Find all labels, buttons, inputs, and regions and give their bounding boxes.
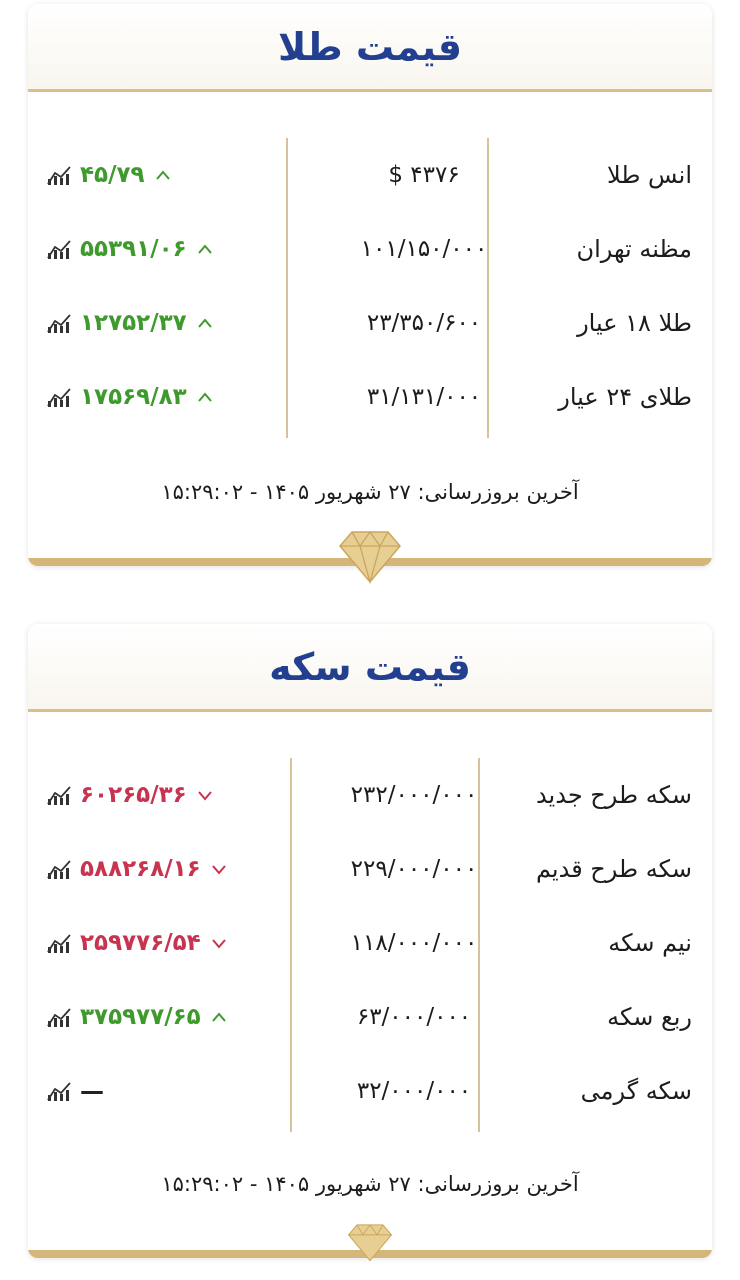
bar-chart-icon[interactable]: [46, 1006, 72, 1028]
item-price: ۲۲۹/۰۰۰/۰۰۰: [350, 856, 478, 882]
item-name: انس طلا: [607, 161, 692, 189]
item-price: ۳۱/۱۳۱/۰۰۰: [366, 384, 482, 410]
table-row[interactable]: [28, 980, 712, 1054]
coin-price-card: [28, 624, 712, 1258]
table-row[interactable]: [28, 212, 712, 286]
item-price: ۲۳۲/۰۰۰/۰۰۰: [350, 782, 478, 808]
item-name: سکه گرمی: [580, 1077, 692, 1105]
table-row[interactable]: [28, 1054, 712, 1128]
chevron-up-icon: [197, 243, 213, 255]
last-updated-text: آخرین بروزرسانی: ۲۷ شهریور ۱۴۰۵ - ۱۵:۲۹:۰۲: [161, 1172, 579, 1196]
gold-card-title: قیمت طلا: [278, 24, 462, 69]
chevron-down-icon: [211, 863, 227, 875]
diamond-icon: [338, 1222, 402, 1262]
card-header: [28, 624, 712, 712]
table-row[interactable]: [28, 138, 712, 212]
change-value: ۶۰۲۶۵/۳۶: [80, 782, 187, 808]
table-row[interactable]: [28, 832, 712, 906]
chevron-up-icon: [197, 391, 213, 403]
item-change: [46, 930, 227, 956]
bar-chart-icon[interactable]: [46, 238, 72, 260]
item-price: ۱۱۸/۰۰۰/۰۰۰: [350, 930, 478, 956]
chevron-down-icon: [211, 937, 227, 949]
gold-price-table: [28, 138, 712, 438]
change-value: ۱۷۵۶۹/۸۳: [80, 384, 187, 410]
gold-price-card: [28, 4, 712, 566]
bar-chart-icon[interactable]: [46, 312, 72, 334]
item-change: [46, 162, 171, 188]
chevron-down-icon: [197, 789, 213, 801]
bar-chart-icon[interactable]: [46, 858, 72, 880]
item-name: ربع سکه: [607, 1003, 692, 1031]
item-name: سکه طرح قدیم: [535, 855, 692, 883]
item-price: ۶۳/۰۰۰/۰۰۰: [356, 1004, 472, 1030]
item-change: [46, 782, 213, 808]
change-value: ۴۵/۷۹: [80, 162, 145, 188]
table-row[interactable]: [28, 360, 712, 434]
item-change: [46, 1004, 227, 1030]
item-name: مظنه تهران: [576, 235, 692, 263]
item-change: [46, 1077, 104, 1105]
item-change: [46, 310, 213, 336]
card-header: [28, 4, 712, 92]
item-name: طلای ۲۴ عیار: [558, 383, 692, 411]
change-value: —: [80, 1077, 104, 1105]
item-price: ۳۲/۰۰۰/۰۰۰: [356, 1078, 472, 1104]
bar-chart-icon[interactable]: [46, 784, 72, 806]
item-change: [46, 384, 213, 410]
chevron-up-icon: [197, 317, 213, 329]
change-value: ۲۵۹۷۷۶/۵۴: [80, 930, 201, 956]
item-name: سکه طرح جدید: [535, 781, 692, 809]
change-value: ۳۷۵۹۷۷/۶۵: [80, 1004, 201, 1030]
change-value: ۵۵۳۹۱/۰۶: [80, 236, 187, 262]
item-price: $ ۴۳۷۶: [388, 162, 460, 188]
last-updated-text: آخرین بروزرسانی: ۲۷ شهریور ۱۴۰۵ - ۱۵:۲۹:۰۲: [161, 480, 579, 504]
change-value: ۵۸۸۲۶۸/۱۶: [80, 856, 201, 882]
coin-card-title: قیمت سکه: [269, 644, 471, 689]
bar-chart-icon[interactable]: [46, 164, 72, 186]
change-value: ۱۲۷۵۲/۳۷: [80, 310, 187, 336]
item-name: نیم سکه: [608, 929, 692, 957]
bar-chart-icon[interactable]: [46, 1080, 72, 1102]
item-change: [46, 236, 213, 262]
coin-price-table: [28, 758, 712, 1132]
bar-chart-icon[interactable]: [46, 932, 72, 954]
chevron-up-icon: [155, 169, 171, 181]
table-row[interactable]: [28, 906, 712, 980]
item-price: ۱۰۱/۱۵۰/۰۰۰: [360, 236, 488, 262]
item-change: [46, 856, 227, 882]
item-name: طلا ۱۸ عیار: [577, 309, 692, 337]
table-row[interactable]: [28, 758, 712, 832]
chevron-up-icon: [211, 1011, 227, 1023]
item-price: ۲۳/۳۵۰/۶۰۰: [366, 310, 482, 336]
table-row[interactable]: [28, 286, 712, 360]
diamond-icon: [338, 528, 402, 584]
bar-chart-icon[interactable]: [46, 386, 72, 408]
